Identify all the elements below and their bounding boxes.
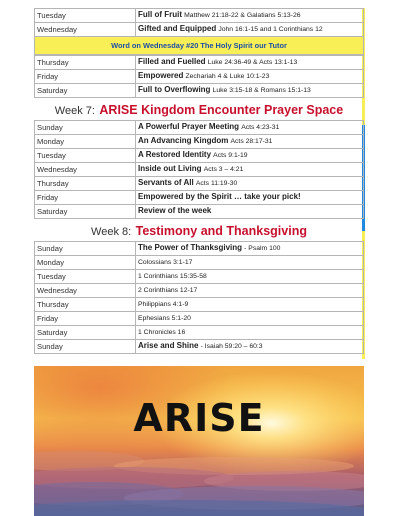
reading-cell — [136, 70, 364, 84]
schedule-row — [35, 121, 364, 135]
day-cell: Saturday — [35, 84, 136, 98]
schedule-row — [35, 312, 364, 326]
scripture-reference: Matthew 21:18-22 & Galatians 5:13-26 — [184, 12, 301, 19]
schedule-table-week-8 — [34, 241, 364, 354]
day-cell: Sunday — [35, 121, 136, 135]
scripture-reference: Zechariah 4 & Luke 10:1-23 — [185, 73, 270, 80]
schedule-row — [35, 270, 364, 284]
arise-hero-image — [34, 366, 364, 516]
word-on-wednesday-banner: Word on Wednesday #20 The Holy Spirit our Tutor — [34, 37, 364, 55]
reading-title: Empowered — [138, 71, 184, 80]
day-cell: Friday — [35, 70, 136, 84]
schedule-row — [35, 242, 364, 256]
day-cell: Tuesday — [35, 270, 136, 284]
reading-title: The Power of Thanksgiving — [138, 243, 243, 252]
reading-title: Empowered by the Spirit … take your pick! — [138, 192, 301, 201]
reading-title: Arise and Shine — [138, 341, 199, 350]
reading-title: Review of the week — [138, 206, 212, 215]
reading-cell — [136, 163, 364, 177]
scripture-reference: - Psalm 100 — [244, 245, 281, 252]
scripture-reference: Acts 11:19-30 — [195, 180, 238, 187]
schedule-row — [35, 326, 364, 340]
reading-title: Full to Overflowing — [138, 85, 211, 94]
week-8-heading — [34, 219, 364, 241]
week-8-label: Week 8: — [91, 226, 132, 238]
scripture-reference: - Isaiah 59:20 – 60:3 — [200, 343, 263, 350]
schedule-row — [35, 149, 364, 163]
sunrise-clouds-picture — [34, 366, 364, 516]
reading-title: Inside out Living — [138, 164, 202, 173]
reading-title: A Powerful Prayer Meeting — [138, 122, 240, 131]
schedule-row — [35, 56, 364, 70]
scripture-reference: Ephesians 5:1-20 — [138, 315, 191, 322]
reading-cell — [136, 242, 364, 256]
day-cell: Monday — [35, 135, 136, 149]
reading-cell — [136, 298, 364, 312]
scripture-reference: Acts 9:1-19 — [213, 152, 248, 159]
scripture-reference: Acts 28:17-31 — [230, 138, 273, 145]
schedule-row — [35, 23, 364, 37]
schedule-row — [35, 284, 364, 298]
reading-cell — [136, 177, 364, 191]
reading-title: A Restored Identity — [138, 150, 212, 159]
reading-title: An Advancing Kingdom — [138, 136, 229, 145]
reading-cell — [136, 135, 364, 149]
reading-cell — [136, 191, 364, 205]
day-cell: Thursday — [35, 56, 136, 70]
reading-cell — [136, 340, 364, 354]
schedule-row — [35, 135, 364, 149]
scripture-reference: Colossians 3:1-17 — [138, 259, 193, 266]
day-cell: Wednesday — [35, 23, 136, 37]
schedule-row — [35, 256, 364, 270]
arise-title: ARISE — [133, 396, 265, 440]
week-7-heading — [34, 98, 364, 120]
schedule-row — [35, 191, 364, 205]
schedule-row — [35, 298, 364, 312]
scripture-reference: John 16:1-15 and 1 Corinthians 12 — [218, 26, 323, 33]
schedule-row — [35, 9, 364, 23]
schedule-row — [35, 84, 364, 98]
reading-title: Gifted and Equipped — [138, 24, 217, 33]
schedule-row — [35, 340, 364, 354]
schedule-row — [35, 70, 364, 84]
schedule-row — [35, 177, 364, 191]
day-cell: Sunday — [35, 340, 136, 354]
schedule-table-top — [34, 8, 364, 37]
day-cell: Wednesday — [35, 284, 136, 298]
scripture-reference: Luke 24:36-49 & Acts 13:1-13 — [207, 59, 298, 66]
day-cell: Friday — [35, 312, 136, 326]
day-cell: Saturday — [35, 326, 136, 340]
reading-cell — [136, 23, 364, 37]
reading-title: Filled and Fuelled — [138, 57, 206, 66]
schedule-table-week-7 — [34, 120, 364, 219]
day-cell: Tuesday — [35, 9, 136, 23]
day-cell: Saturday — [35, 205, 136, 219]
scripture-reference: 1 Corinthians 15:35-58 — [138, 273, 207, 280]
top-rows — [35, 9, 364, 37]
day-cell: Thursday — [35, 177, 136, 191]
week-7-label: Week 7: — [54, 105, 95, 117]
scripture-reference: 1 Chronicles 16 — [138, 329, 186, 336]
schedule-row — [35, 163, 364, 177]
schedule-sheet — [34, 8, 364, 354]
week8-rows — [35, 242, 364, 354]
reading-cell — [136, 121, 364, 135]
schedule-table-mid — [34, 55, 364, 98]
week7-rows — [35, 121, 364, 219]
reading-title: Full of Fruit — [138, 10, 182, 19]
scripture-reference: Luke 3:15-18 & Romans 15:1-13 — [212, 87, 311, 94]
reading-cell — [136, 326, 364, 340]
scripture-reference: Acts 3 – 4:21 — [203, 166, 244, 173]
reading-cell — [136, 56, 364, 70]
reading-cell — [136, 256, 364, 270]
reading-cell — [136, 205, 364, 219]
reading-cell — [136, 270, 364, 284]
reading-cell — [136, 312, 364, 326]
day-cell: Sunday — [35, 242, 136, 256]
week-8-title: Testimony and Thanksgiving — [135, 224, 307, 238]
reading-cell — [136, 9, 364, 23]
scripture-reference: Philippians 4:1-9 — [138, 301, 189, 308]
week-7-title: ARISE Kingdom Encounter Prayer Space — [99, 103, 344, 117]
day-cell: Friday — [35, 191, 136, 205]
schedule-row — [35, 205, 364, 219]
reading-title: Servants of All — [138, 178, 194, 187]
day-cell: Thursday — [35, 298, 136, 312]
mid-rows — [35, 56, 364, 98]
reading-cell — [136, 149, 364, 163]
day-cell: Monday — [35, 256, 136, 270]
day-cell: Wednesday — [35, 163, 136, 177]
reading-cell — [136, 84, 364, 98]
scripture-reference: Acts 4:23-31 — [241, 124, 280, 131]
day-cell: Tuesday — [35, 149, 136, 163]
reading-cell — [136, 284, 364, 298]
scripture-reference: 2 Corinthians 12-17 — [138, 287, 198, 294]
